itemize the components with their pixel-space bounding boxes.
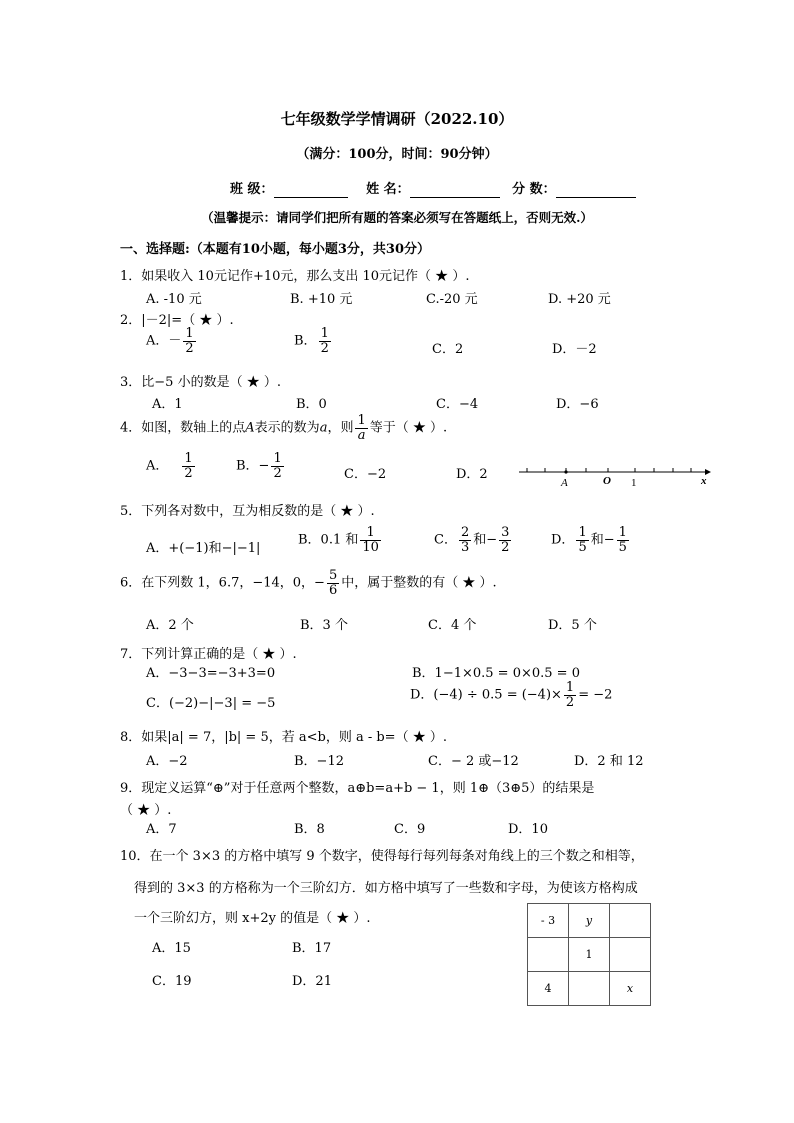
- q5-option-c[interactable]: C． $\frac{2}{3}$ 和− $\frac{3}{2}$: [434, 525, 510, 555]
- q6-option-d[interactable]: D．5 个: [548, 618, 597, 633]
- q4-option-a[interactable]: A． $\frac{1}{2}$: [146, 451, 193, 481]
- q2-option-a[interactable]: [146, 327, 198, 355]
- q6-option-b[interactable]: B．3 个: [300, 618, 348, 633]
- q10-option-d[interactable]: D．21: [292, 974, 332, 989]
- magic-square-cell: 4: [528, 972, 569, 1006]
- magic-square-cell: [610, 938, 651, 972]
- q2-option-c[interactable]: C．2: [432, 342, 464, 357]
- q9-option-d[interactable]: D．10: [508, 822, 548, 837]
- fraction: $\frac{1}{2}$: [320, 326, 329, 356]
- q1-stem: 1．如果收入 10元记作+10元，那么支出 10元记作（ ★ ）.: [120, 269, 470, 284]
- fraction: $\frac{1}{2}$: [185, 326, 194, 356]
- name-label: 姓 名：: [366, 182, 410, 197]
- q8-option-b[interactable]: B．−12: [294, 754, 344, 769]
- magic-square-cell: y: [569, 904, 610, 938]
- number-line: [515, 462, 715, 490]
- magic-square-cell: 1: [569, 938, 610, 972]
- q3-option-d[interactable]: D．−6: [556, 397, 599, 412]
- q6-stem: 6．在下列数 1，6.7，−14，0，− $\frac{5}{6}$ 中，属于整数的有（ ★ ）.: [120, 568, 497, 598]
- name-field[interactable]: [410, 182, 500, 198]
- q9-stem: 9．现定义运算“⊕”对于任意两个整数，a⊕b=a+b − 1，则 1⊕（3⊕5）的结果是: [120, 781, 595, 796]
- axis-point-a: A: [561, 477, 568, 489]
- q2-option-b-label: B．: [294, 333, 317, 349]
- q9-option-a[interactable]: A．7: [146, 822, 177, 837]
- section-heading: 一、选择题:（本题有10小题，每小题3分，共30分）: [120, 242, 431, 257]
- class-label: 班 级：: [230, 182, 274, 197]
- q9-option-c[interactable]: C．9: [394, 822, 426, 837]
- q1-option-d[interactable]: D. +20 元: [548, 292, 611, 307]
- q5-option-b[interactable]: B．0.1 和 $\frac{1}{10}$: [298, 525, 379, 555]
- q6-option-a[interactable]: A．2 个: [146, 618, 194, 633]
- q4-option-d[interactable]: D．2: [456, 467, 488, 482]
- q10-stem-line2: 得到的 3×3 的方格称为一个三阶幻方．如方格中填写了一些数和字母，为使该方格构成: [134, 881, 638, 896]
- axis-one: 1: [631, 477, 637, 489]
- magic-square: [527, 903, 651, 1006]
- q6-option-c[interactable]: C．4 个: [428, 618, 477, 633]
- magic-square-row: [528, 938, 651, 972]
- q4-option-c[interactable]: C．−2: [344, 467, 387, 482]
- magic-square-row: [528, 972, 651, 1006]
- class-field[interactable]: [274, 182, 348, 198]
- score-label: 分 数：: [512, 182, 556, 197]
- q2-option-d[interactable]: D．－2: [552, 342, 597, 357]
- q8-option-c[interactable]: C．− 2 或−12: [428, 754, 519, 769]
- q7-option-b[interactable]: B．1−1×0.5 = 0×0.5 = 0: [412, 666, 580, 681]
- q9-stem-line2: （ ★ ）.: [120, 803, 172, 818]
- q8-stem: 8．如果|a| = 7，|b| = 5，若 a<b，则 a - b=（ ★ ）.: [120, 730, 447, 745]
- q3-option-a[interactable]: A．1: [152, 397, 183, 412]
- q5-option-d[interactable]: D． $\frac{1}{5}$ 和− $\frac{1}{5}$: [551, 525, 627, 555]
- q7-option-c[interactable]: C．(−2)−|−3| = −5: [146, 696, 276, 711]
- q2-option-b[interactable]: [294, 327, 333, 355]
- q2-option-a-label: A．－: [146, 333, 182, 349]
- q10-stem-line1: 10．在一个 3×3 的方格中填写 9 个数字，使得每行每列每条对角线上的三个数之和相等，: [120, 849, 644, 864]
- q3-option-b[interactable]: B．0: [296, 397, 327, 412]
- magic-square-cell: [569, 972, 610, 1006]
- axis-origin: O: [603, 475, 611, 487]
- page-title: 七年级数学学情调研（2022.10）: [280, 110, 514, 128]
- q3-stem: 3．比−5 小的数是（ ★ ）.: [120, 375, 281, 390]
- magic-square-cell: [610, 904, 651, 938]
- q5-option-a[interactable]: A．+(−1)和−|−1|: [146, 541, 261, 556]
- q10-option-a[interactable]: A．15: [152, 941, 191, 956]
- q2-stem: 2．|－2|=（ ★ ）.: [120, 313, 234, 328]
- q4-option-b[interactable]: B．− $\frac{1}{2}$: [236, 451, 282, 481]
- notice-text: （温馨提示：请同学们把所有题的答案必须写在答题纸上，否则无效.）: [201, 210, 593, 225]
- magic-square-cell: [528, 938, 569, 972]
- info-row: [230, 178, 636, 198]
- q8-option-a[interactable]: A．−2: [146, 754, 188, 769]
- magic-square-row: [528, 904, 651, 938]
- fraction: $\frac{1}{a}$: [357, 413, 366, 443]
- magic-square-cell: x: [610, 972, 651, 1006]
- q1-option-b[interactable]: B. +10 元: [290, 292, 353, 307]
- axis-x: x: [701, 475, 707, 487]
- q4-stem: 4．如图，数轴上的点A表示的数为a，则 $\frac{1}{a}$ 等于（ ★ ）.: [120, 413, 448, 443]
- q1-option-a[interactable]: A. -10 元: [146, 292, 202, 307]
- magic-square-cell: - 3: [528, 904, 569, 938]
- q8-option-d[interactable]: D．2 和 12: [574, 754, 644, 769]
- page-subtitle: （满分：100分，时间：90分钟）: [296, 147, 498, 162]
- q5-stem: 5．下列各对数中，互为相反数的是（ ★ ）.: [120, 504, 375, 519]
- q3-option-c[interactable]: C．−4: [436, 397, 479, 412]
- q7-stem: 7．下列计算正确的是（ ★ ）.: [120, 647, 297, 662]
- score-field[interactable]: [556, 182, 636, 198]
- q7-option-d[interactable]: D．(−4) ÷ 0.5 = (−4)× $\frac{1}{2}$ = −2: [410, 680, 613, 710]
- q10-option-c[interactable]: C．19: [152, 974, 192, 989]
- q7-option-a[interactable]: A．−3−3=−3+3=0: [146, 666, 276, 681]
- q9-option-b[interactable]: B．8: [294, 822, 325, 837]
- q10-stem-line3: 一个三阶幻方，则 x+2y 的值是（ ★ ）.: [134, 911, 371, 926]
- q10-option-b[interactable]: B．17: [292, 941, 332, 956]
- q1-option-c[interactable]: C.-20 元: [426, 292, 478, 307]
